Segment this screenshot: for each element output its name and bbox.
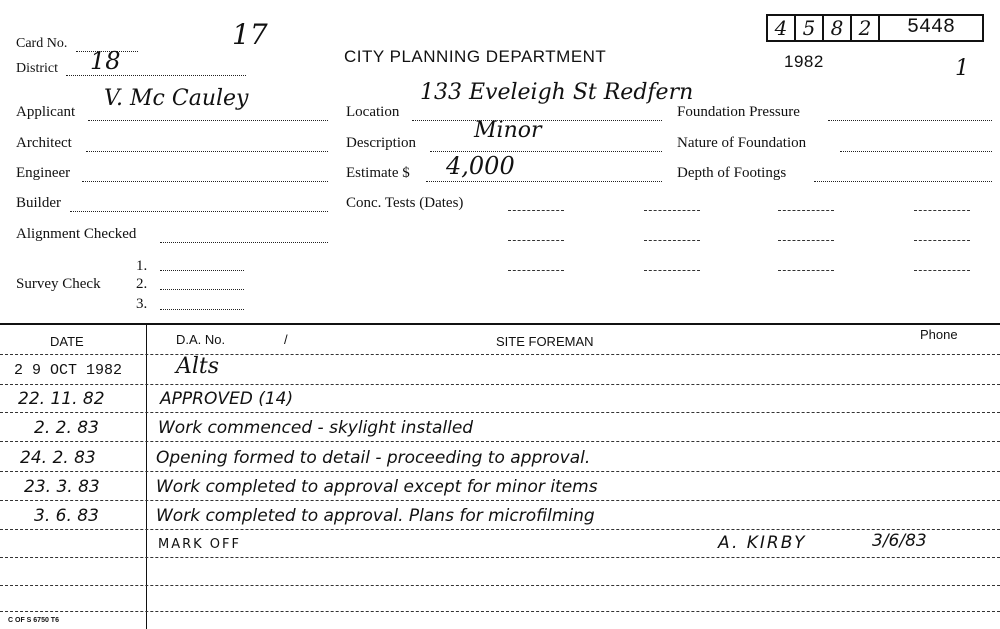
district-line xyxy=(66,75,246,76)
row-text: APPROVED (14) xyxy=(160,389,294,409)
signature-date: 3/6/83 xyxy=(872,531,927,551)
row-line xyxy=(0,384,1000,385)
survey-line xyxy=(160,270,244,271)
card-year: 1982 xyxy=(784,52,824,71)
conc-tests-label: Conc. Tests (Dates) xyxy=(346,195,464,211)
conc-test-blank xyxy=(778,240,834,241)
row-text: Work commenced - skylight installed xyxy=(158,418,474,438)
row-line xyxy=(0,412,1000,413)
row-line xyxy=(0,557,1000,558)
conc-test-blank xyxy=(914,210,970,211)
conc-test-blank xyxy=(644,270,700,271)
depth-footings-label: Depth of Footings xyxy=(677,165,787,181)
alignment-line xyxy=(160,242,328,243)
file-digit-box xyxy=(766,14,796,42)
alignment-label: Alignment Checked xyxy=(16,226,137,242)
file-digit-box xyxy=(822,14,852,42)
row-line xyxy=(0,529,1000,530)
row-date: 2. 2. 83 xyxy=(34,418,99,438)
engineer-line xyxy=(82,181,328,182)
conc-test-blank xyxy=(508,240,564,241)
conc-test-blank xyxy=(914,270,970,271)
row-line xyxy=(0,471,1000,472)
card-no-value: 17 xyxy=(232,18,268,51)
location-value: 133 Eveleigh St Redfern xyxy=(420,80,694,105)
survey-check-label: Survey Check xyxy=(16,276,101,292)
file-digit-box xyxy=(850,14,880,42)
card-no-label: Card No. xyxy=(16,36,68,51)
row-text: Opening formed to detail - proceeding to approval. xyxy=(156,448,591,468)
estimate-line xyxy=(426,181,662,182)
form-code: C OF S 6750 T6 xyxy=(8,617,59,624)
builder-label: Builder xyxy=(16,195,61,211)
row-line xyxy=(0,611,1000,612)
file-number: 5448 xyxy=(906,16,955,39)
estimate-label: Estimate $ xyxy=(346,165,410,181)
survey-item-1: 1. xyxy=(136,258,148,274)
nature-foundation-label: Nature of Foundation xyxy=(677,135,807,151)
date-column-divider xyxy=(146,325,147,629)
description-label: Description xyxy=(346,135,416,151)
foundation-pressure-line xyxy=(828,120,992,121)
nature-foundation-line xyxy=(840,151,992,152)
builder-line xyxy=(70,211,328,212)
row-date: 24. 2. 83 xyxy=(20,448,96,468)
sheet-number: 1 xyxy=(955,56,969,81)
row-line xyxy=(0,354,1000,355)
applicant-line xyxy=(88,120,328,121)
applicant-value: V. Mc Cauley xyxy=(104,86,249,111)
row-text: Work completed to approval except for minor items xyxy=(156,477,598,497)
survey-line xyxy=(160,309,244,310)
row-line xyxy=(0,500,1000,501)
district-label: District xyxy=(16,61,58,76)
row-line xyxy=(0,441,1000,442)
row-date: 22. 11. 82 xyxy=(18,389,105,409)
conc-test-blank xyxy=(508,270,564,271)
conc-test-blank xyxy=(508,210,564,211)
depth-footings-line xyxy=(814,181,992,182)
location-label: Location xyxy=(346,104,400,120)
conc-test-blank xyxy=(644,210,700,211)
survey-line xyxy=(160,289,244,290)
architect-label: Architect xyxy=(16,135,72,151)
conc-test-blank xyxy=(644,240,700,241)
table-top-rule xyxy=(0,323,1000,325)
row-date: 3. 6. 83 xyxy=(34,506,99,526)
row-text: MARK OFF xyxy=(158,537,241,552)
district-value: 18 xyxy=(90,47,121,75)
header-da-no: D.A. No. xyxy=(176,332,226,347)
foreman-signature: A. KIRBY xyxy=(718,533,807,553)
foundation-pressure-label: Foundation Pressure xyxy=(677,104,800,120)
file-number-box xyxy=(878,14,984,42)
row-date: 2 9 OCT 1982 xyxy=(14,362,123,379)
conc-test-blank xyxy=(778,270,834,271)
file-digit-box xyxy=(794,14,824,42)
file-digit: 2 xyxy=(858,16,872,40)
applicant-label: Applicant xyxy=(16,104,76,120)
estimate-value: 4,000 xyxy=(446,152,515,180)
architect-line xyxy=(86,151,328,152)
file-digit: 4 xyxy=(774,16,788,40)
header-site-foreman: SITE FOREMAN xyxy=(496,334,594,349)
row-text: Alts xyxy=(176,354,220,379)
description-value: Minor xyxy=(474,118,542,143)
file-digit: 8 xyxy=(830,16,844,40)
engineer-label: Engineer xyxy=(16,165,71,181)
header-phone: Phone xyxy=(920,327,958,342)
row-date: 23. 3. 83 xyxy=(24,477,100,497)
conc-test-blank xyxy=(778,210,834,211)
header-slash: / xyxy=(284,332,288,347)
row-text: Work completed to approval. Plans for microfilming xyxy=(156,506,595,526)
conc-test-blank xyxy=(914,240,970,241)
file-digit: 5 xyxy=(802,16,816,40)
page-title: CITY PLANNING DEPARTMENT xyxy=(344,47,607,66)
row-line xyxy=(0,585,1000,586)
survey-item-2: 2. xyxy=(136,276,148,292)
header-date: DATE xyxy=(50,334,84,349)
survey-item-3: 3. xyxy=(136,296,148,312)
